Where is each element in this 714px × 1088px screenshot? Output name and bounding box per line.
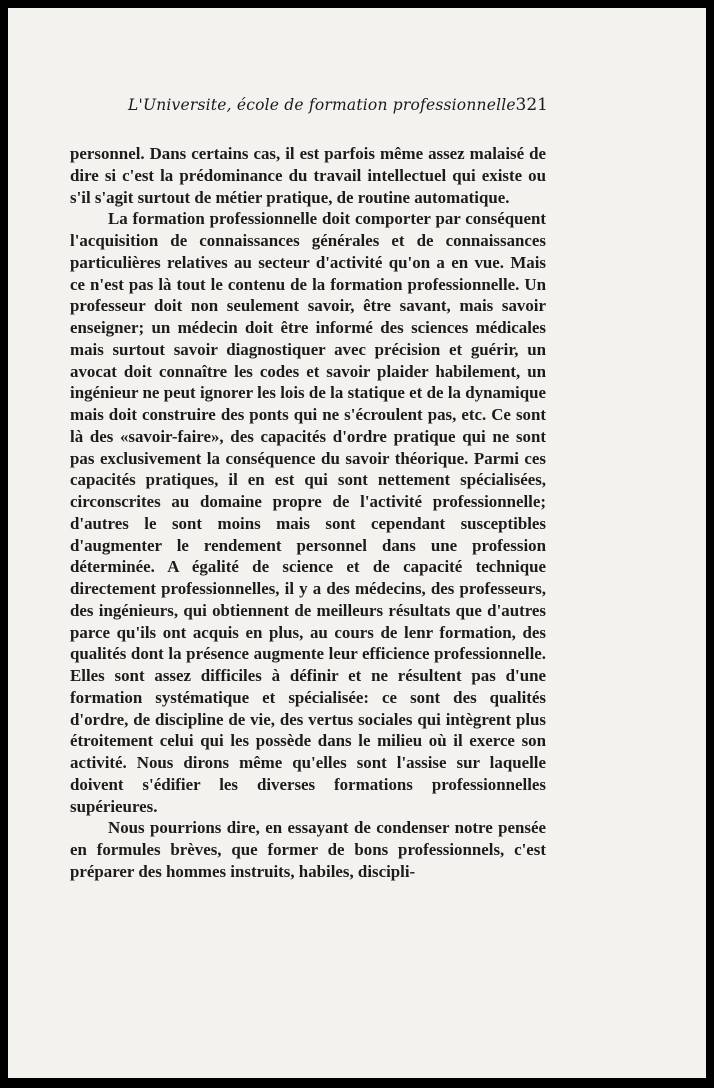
page xyxy=(6,6,708,1080)
paragraph: Nous pourrions dire, en essayant de condenser notre pensée en formules brèves, que former de bons professionnels, c'est préparer des hommes instruits, habiles, discipli- xyxy=(70,818,546,881)
running-head: L'Universite, école de formation professionnelle xyxy=(128,96,516,114)
paragraph: La formation professionnelle doit comporter par conséquent l'acquisition de connaissances générales et de connaissances particulières relatives au secteur d'activité qu'on a en vue. Mais ce n'est pas là tout le contenu de la formation professionnelle. Un professeur doit non seulement savoir, être savant, mais savoir enseigner; un médecin doit être informé des sciences médicales mais surtout savoir diagnostiquer avec précision et guérir, un avocat doit connaître les codes et savoir plaider habilement, un ingénieur ne peut ignorer les lois de la statique et de la dynamique mais doit construire des ponts qui ne s'écroulent pas, etc. Ce sont là des «savoir-faire», des capacités d'ordre pratique qui ne sont pas exclusivement la conséquence du savoir théorique. Parmi ces capacités pratiques, il en est qui sont nettement spécialisées, circonscrites au domaine propre de l'activité professionnelle; d'autres le sont moins mais sont cependant susceptibles d'augmenter le rendement personnel dans une profession déterminée. A égalité de science et de capacité technique directement professionnelles, il y a des médecins, des professeurs, des ingénieurs, qui obtiennent de meilleurs résultats que d'autres parce qu'ils ont acquis en plus, au cours de lenr formation, des qualités dont la présence augmente leur efficience professionnelle. Elles sont assez difficiles à définir et ne résultent pas d'une formation systématique et spécialisée: ce sont des qualités d'ordre, de discipline de vie, des vertus sociales qui intègrent plus étroitement celui qui les possède dans le milieu où il exerce son activité. Nous dirons même qu'elles sont l'assise sur laquelle doivent s'édifier les diverses formations professionnelles supérieures. xyxy=(70,209,546,816)
page-header xyxy=(120,96,548,122)
page-number: 321 xyxy=(515,95,548,115)
paragraph: personnel. Dans certains cas, il est parfois même assez malaisé de dire si c'est la prédominance du travail intellectuel qui existe ou s'il s'agit surtout de métier pratique, de routine automatique. xyxy=(70,144,546,207)
body-text xyxy=(70,143,546,883)
